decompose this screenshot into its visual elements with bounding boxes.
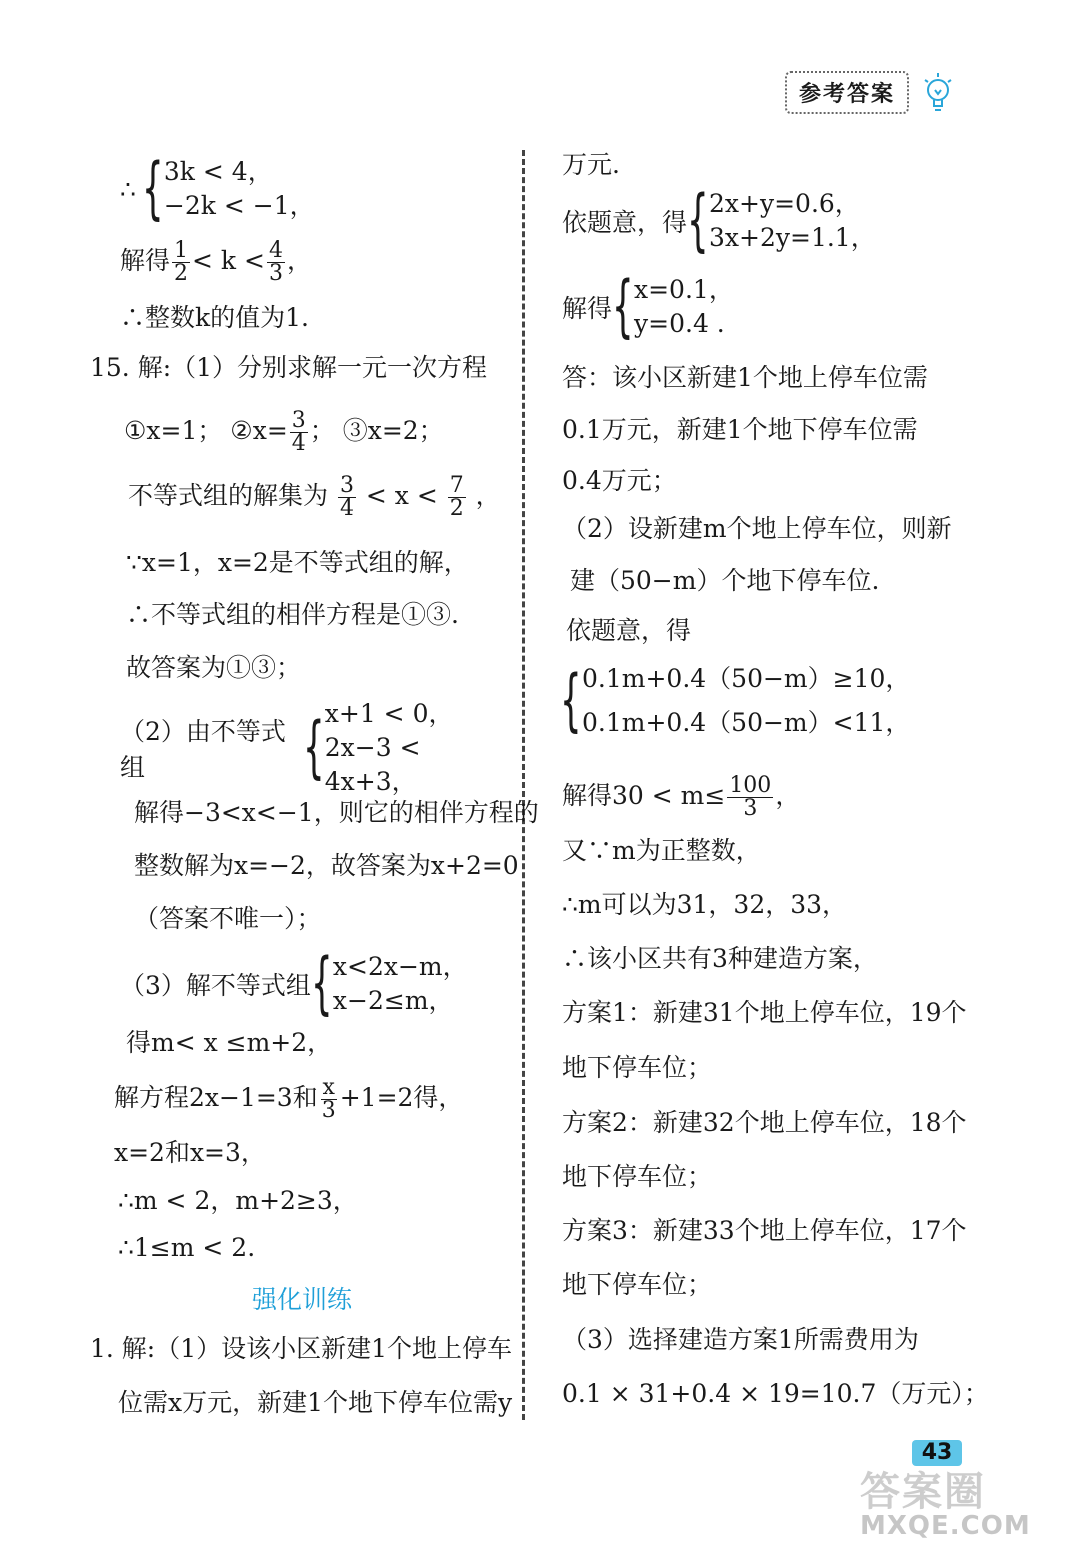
problem-1-heading: 1. 解:（1）设该小区新建1个地上停车: [90, 1334, 513, 1363]
watermark-logo-text: 答案圈: [860, 1469, 986, 1515]
k-inequality-system: [120, 149, 315, 228]
system-row: x−2≤m，: [332, 986, 454, 1015]
column-divider: [522, 150, 525, 1420]
system-row: x=0.1，: [634, 275, 734, 304]
watermark: [860, 1460, 1031, 1541]
text-line: （3）选择建造方案1所需费用为: [562, 1325, 919, 1354]
section-title: 强化训练: [252, 1285, 353, 1314]
text-line: ∴不等式组的相伴方程是①③.: [126, 600, 459, 629]
text-line: 0.1万元，新建1个地下停车位需: [562, 415, 918, 444]
brace: {: [612, 267, 634, 346]
answer-key-badge: 参考答案: [785, 71, 909, 114]
text-line: ∴该小区共有3种建造方案，: [562, 944, 878, 973]
system-row: 0.1m+0.4（50−m）≥10，: [582, 664, 911, 693]
text-line: 方案1：新建31个地上停车位，19个: [562, 998, 967, 1027]
inequality-system: [560, 657, 910, 745]
part2-inequality-system: （2）由不等式组 { x+1 < 0， 2x−3 < 4x+3，: [120, 697, 512, 799]
therefore-symbol: ∴: [120, 174, 136, 204]
brace: {: [687, 181, 709, 260]
solution-system: 解得 { x=0.1， y=0.4 .: [562, 267, 734, 346]
lightbulb-icon: [921, 70, 955, 114]
text-line: 地下停车位；: [562, 1270, 713, 1299]
text-line: 又∵m为正整数，: [562, 836, 761, 865]
part3-inequality-system: （3）解不等式组 { x<2x−m， x−2≤m，: [120, 944, 468, 1023]
text-line: ∴m可以为31，32，33，: [562, 890, 848, 919]
system-row: 3x+2y=1.1，: [709, 223, 876, 252]
text-line: 依题意，得: [566, 616, 692, 645]
text-line: ∴整数k的值为1.: [120, 303, 310, 332]
brace: {: [141, 149, 164, 228]
system-row: 3k < 4，: [163, 157, 273, 186]
text-line: 0.4万元；: [562, 466, 677, 495]
system-row: 0.1m+0.4（50−m）<11，: [582, 708, 911, 737]
text-line: 地下停车位；: [562, 1053, 713, 1082]
linear-equation-system: 依题意，得 { 2x+y=0.6， 3x+2y=1.1，: [562, 181, 876, 260]
solve-equation-line: 解方程2x−1=3和 $\frac{x}{3}$ +1=2得，: [114, 1075, 464, 1123]
equation-solutions-line: ①x=1； ②x= $\frac{3}{4}$ ； ③x=2；: [124, 408, 444, 456]
watermark-url: MXQE.COM: [860, 1511, 1031, 1541]
system-row: x<2x−m，: [332, 952, 468, 981]
system-row: x+1 < 0，: [324, 699, 454, 728]
text-line: 解得−3<x<−1，则它的相伴方程的: [134, 798, 539, 827]
system-row: 2x+y=0.6，: [709, 189, 860, 218]
system-row: 2x−3 < 4x+3，: [324, 733, 421, 796]
brace: {: [310, 944, 333, 1023]
text-line: 故答案为①③；: [126, 653, 302, 682]
brace: {: [560, 661, 582, 740]
system-row: y=0.4 .: [634, 309, 725, 338]
text-line: （答案不唯一）；: [134, 904, 322, 933]
brace: {: [302, 708, 325, 787]
page-number: 43: [912, 1440, 962, 1466]
text-line: 地下停车位；: [562, 1162, 713, 1191]
m-range-line: 解得30 < m≤ $\frac{100}{3}$ ，: [562, 773, 801, 821]
k-range-line: 解得 $\frac{1}{2}$ < k < $\frac{4}{3}$ ，: [120, 238, 312, 286]
text-line: x=2和x=3，: [114, 1138, 266, 1167]
text-line: 得m< x ≤m+2，: [126, 1028, 333, 1057]
text-line: ∴m < 2，m+2≥3，: [118, 1186, 358, 1215]
text-line: ∴1≤m < 2.: [118, 1233, 256, 1262]
text-line: 万元.: [562, 150, 620, 179]
text-line: （2）设新建m个地上停车位，则新: [562, 514, 952, 543]
text-line: 0.1 × 31+0.4 × 19=10.7（万元）；: [562, 1379, 989, 1408]
text-line: ∵x=1，x=2是不等式组的解，: [126, 548, 469, 577]
solution-set-line: 不等式组的解集为 $\frac{3}{4}$ < x < $\frac{7}{2}$ ，: [128, 473, 501, 521]
text-line: 整数解为x=−2，故答案为x+2=0: [134, 851, 519, 880]
text-line: 方案3：新建33个地上停车位，17个: [562, 1216, 967, 1245]
problem-15-heading: 15. 解:（1）分别求解一元一次方程: [90, 353, 488, 382]
system-row: −2k < −1，: [163, 191, 315, 220]
page-header: [785, 70, 955, 114]
text-line: 方案2：新建32个地上停车位，18个: [562, 1108, 967, 1137]
text-line: 答：该小区新建1个地上停车位需: [562, 363, 928, 392]
text-line: 建（50−m）个地下停车位.: [570, 566, 880, 595]
text-line: 位需x万元，新建1个地下停车位需y: [118, 1388, 513, 1417]
